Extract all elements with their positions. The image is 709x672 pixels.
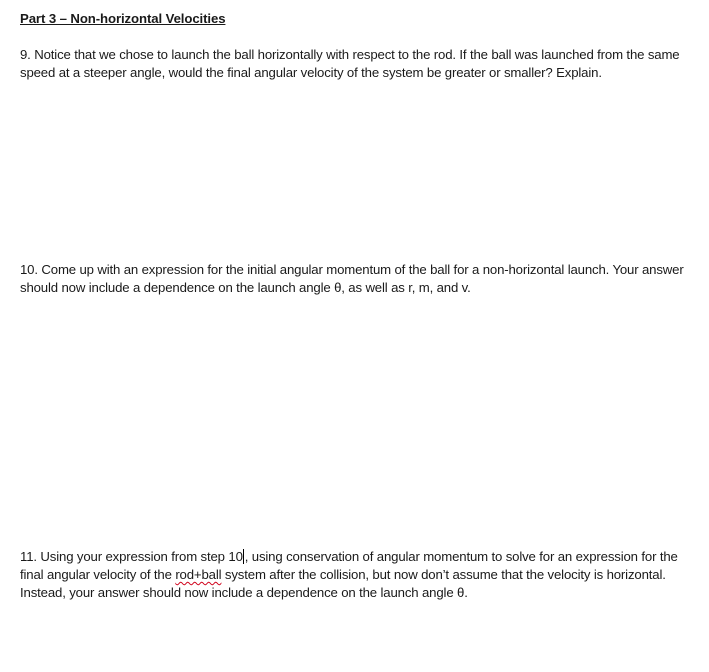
question-11-text-middle: , using conservation of angular momentum to solve for an expression for the final angular velocity of the <box>20 549 678 582</box>
question-9: 9. Notice that we chose to launch the ball horizontally with respect to the rod. If the ball was launched from the same speed at a steeper angle, would the final angular velocity of the system be greater or smaller? Explain. <box>20 47 680 80</box>
question-11-text-start: 11. Using your expression from step 10 <box>20 549 243 564</box>
question-11-text-end: system after the collision, but now don’t assume that the velocity is horizontal. Instead, your answer should now include a dependence on the launch angle θ. <box>20 567 666 600</box>
question-11 <box>20 548 692 602</box>
section-heading: Part 3 – Non-horizontal Velocities <box>20 11 226 26</box>
spelling-error-word[interactable]: rod+ball <box>175 567 222 582</box>
question-10: 10. Come up with an expression for the initial angular momentum of the ball for a non-horizontal launch. Your answer should now include a dependence on the launch angle θ, as well as r, m, and v. <box>20 262 684 295</box>
